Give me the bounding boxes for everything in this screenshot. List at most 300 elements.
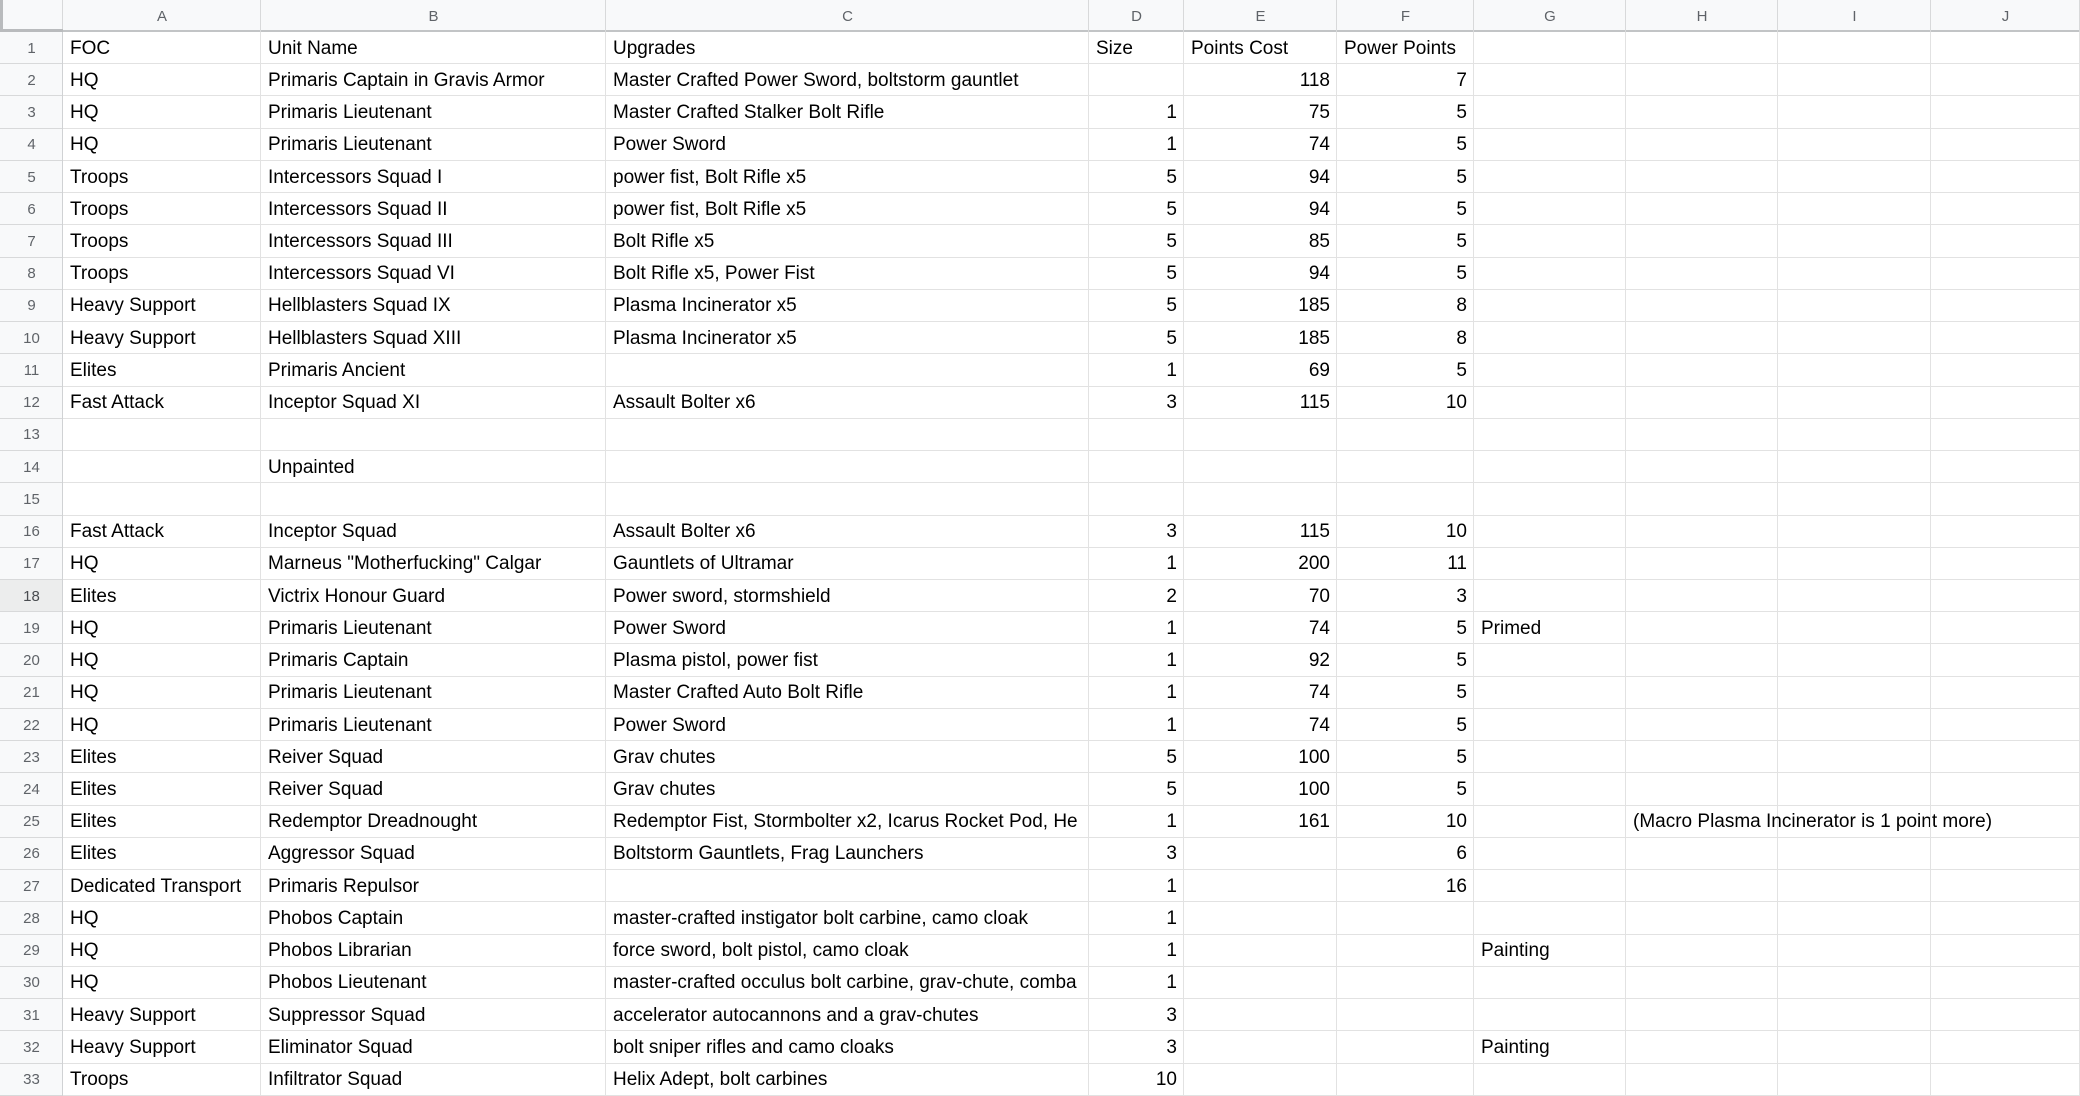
row-header-20[interactable]: 20 xyxy=(0,644,63,676)
cell-F25[interactable]: 10 xyxy=(1337,806,1474,838)
cell-I33[interactable] xyxy=(1778,1064,1931,1096)
row-header-33[interactable]: 33 xyxy=(0,1064,63,1096)
cell-H26[interactable] xyxy=(1626,838,1778,870)
cell-I10[interactable] xyxy=(1778,322,1931,354)
cell-A32[interactable]: Heavy Support xyxy=(63,1031,261,1063)
cell-A28[interactable]: HQ xyxy=(63,902,261,934)
cell-E1[interactable]: Points Cost xyxy=(1184,32,1337,64)
cell-E30[interactable] xyxy=(1184,967,1337,999)
cell-F29[interactable] xyxy=(1337,935,1474,967)
row-header-1[interactable]: 1 xyxy=(0,32,63,64)
cell-A11[interactable]: Elites xyxy=(63,354,261,386)
cell-D9[interactable]: 5 xyxy=(1089,290,1184,322)
cell-A18[interactable]: Elites xyxy=(63,580,261,612)
cell-D3[interactable]: 1 xyxy=(1089,96,1184,128)
cell-H10[interactable] xyxy=(1626,322,1778,354)
cell-C13[interactable] xyxy=(606,419,1089,451)
cell-I31[interactable] xyxy=(1778,999,1931,1031)
row-header-19[interactable]: 19 xyxy=(0,612,63,644)
cell-A17[interactable]: HQ xyxy=(63,548,261,580)
cell-J15[interactable] xyxy=(1931,483,2080,515)
cell-G6[interactable] xyxy=(1474,193,1626,225)
cell-E23[interactable]: 100 xyxy=(1184,741,1337,773)
cell-C17[interactable]: Gauntlets of Ultramar xyxy=(606,548,1089,580)
cell-D14[interactable] xyxy=(1089,451,1184,483)
cell-F21[interactable]: 5 xyxy=(1337,677,1474,709)
cell-A26[interactable]: Elites xyxy=(63,838,261,870)
cell-J22[interactable] xyxy=(1931,709,2080,741)
cell-F10[interactable]: 8 xyxy=(1337,322,1474,354)
cell-C19[interactable]: Power Sword xyxy=(606,612,1089,644)
cell-H3[interactable] xyxy=(1626,96,1778,128)
cell-E32[interactable] xyxy=(1184,1031,1337,1063)
cell-A12[interactable]: Fast Attack xyxy=(63,387,261,419)
cell-D21[interactable]: 1 xyxy=(1089,677,1184,709)
cell-F15[interactable] xyxy=(1337,483,1474,515)
cell-C20[interactable]: Plasma pistol, power fist xyxy=(606,644,1089,676)
cell-D1[interactable]: Size xyxy=(1089,32,1184,64)
row-header-6[interactable]: 6 xyxy=(0,193,63,225)
cell-I28[interactable] xyxy=(1778,902,1931,934)
cell-J9[interactable] xyxy=(1931,290,2080,322)
cell-B24[interactable]: Reiver Squad xyxy=(261,773,606,805)
cell-B6[interactable]: Intercessors Squad II xyxy=(261,193,606,225)
cell-C3[interactable]: Master Crafted Stalker Bolt Rifle xyxy=(606,96,1089,128)
column-header-B[interactable]: B xyxy=(261,0,606,32)
cell-B16[interactable]: Inceptor Squad xyxy=(261,516,606,548)
cell-C31[interactable]: accelerator autocannons and a grav-chutes xyxy=(606,999,1089,1031)
cell-H30[interactable] xyxy=(1626,967,1778,999)
column-header-A[interactable]: A xyxy=(63,0,261,32)
cell-H28[interactable] xyxy=(1626,902,1778,934)
cell-C28[interactable]: master-crafted instigator bolt carbine, camo cloak xyxy=(606,902,1089,934)
cell-A6[interactable]: Troops xyxy=(63,193,261,225)
cell-G11[interactable] xyxy=(1474,354,1626,386)
cell-E24[interactable]: 100 xyxy=(1184,773,1337,805)
cell-I8[interactable] xyxy=(1778,258,1931,290)
cell-E14[interactable] xyxy=(1184,451,1337,483)
cell-C4[interactable]: Power Sword xyxy=(606,129,1089,161)
cell-C21[interactable]: Master Crafted Auto Bolt Rifle xyxy=(606,677,1089,709)
cell-I12[interactable] xyxy=(1778,387,1931,419)
cell-H2[interactable] xyxy=(1626,64,1778,96)
cell-H17[interactable] xyxy=(1626,548,1778,580)
cell-B10[interactable]: Hellblasters Squad XIII xyxy=(261,322,606,354)
cell-F2[interactable]: 7 xyxy=(1337,64,1474,96)
cell-H8[interactable] xyxy=(1626,258,1778,290)
cell-E33[interactable] xyxy=(1184,1064,1337,1096)
cell-G14[interactable] xyxy=(1474,451,1626,483)
cell-A30[interactable]: HQ xyxy=(63,967,261,999)
cell-I2[interactable] xyxy=(1778,64,1931,96)
cell-G32[interactable]: Painting xyxy=(1474,1031,1626,1063)
cell-F14[interactable] xyxy=(1337,451,1474,483)
cell-B30[interactable]: Phobos Lieutenant xyxy=(261,967,606,999)
cell-H27[interactable] xyxy=(1626,870,1778,902)
cell-J33[interactable] xyxy=(1931,1064,2080,1096)
row-header-32[interactable]: 32 xyxy=(0,1031,63,1063)
cell-G16[interactable] xyxy=(1474,516,1626,548)
cell-C30[interactable]: master-crafted occulus bolt carbine, grav-chute, comba xyxy=(606,967,1089,999)
cell-C23[interactable]: Grav chutes xyxy=(606,741,1089,773)
cell-G8[interactable] xyxy=(1474,258,1626,290)
column-header-D[interactable]: D xyxy=(1089,0,1184,32)
cell-F8[interactable]: 5 xyxy=(1337,258,1474,290)
cell-G21[interactable] xyxy=(1474,677,1626,709)
cell-E31[interactable] xyxy=(1184,999,1337,1031)
cell-D19[interactable]: 1 xyxy=(1089,612,1184,644)
select-all-corner[interactable] xyxy=(0,0,63,32)
cell-B17[interactable]: Marneus "Motherfucking" Calgar xyxy=(261,548,606,580)
row-header-4[interactable]: 4 xyxy=(0,129,63,161)
cell-D2[interactable] xyxy=(1089,64,1184,96)
cell-B12[interactable]: Inceptor Squad XI xyxy=(261,387,606,419)
cell-E2[interactable]: 118 xyxy=(1184,64,1337,96)
cell-F20[interactable]: 5 xyxy=(1337,644,1474,676)
cell-J31[interactable] xyxy=(1931,999,2080,1031)
cell-I7[interactable] xyxy=(1778,225,1931,257)
cell-F7[interactable]: 5 xyxy=(1337,225,1474,257)
cell-E10[interactable]: 185 xyxy=(1184,322,1337,354)
cell-G26[interactable] xyxy=(1474,838,1626,870)
cell-B28[interactable]: Phobos Captain xyxy=(261,902,606,934)
cell-F26[interactable]: 6 xyxy=(1337,838,1474,870)
cell-F5[interactable]: 5 xyxy=(1337,161,1474,193)
cell-F13[interactable] xyxy=(1337,419,1474,451)
cell-C26[interactable]: Boltstorm Gauntlets, Frag Launchers xyxy=(606,838,1089,870)
cell-I3[interactable] xyxy=(1778,96,1931,128)
cell-H19[interactable] xyxy=(1626,612,1778,644)
cell-D4[interactable]: 1 xyxy=(1089,129,1184,161)
cell-D18[interactable]: 2 xyxy=(1089,580,1184,612)
cell-F24[interactable]: 5 xyxy=(1337,773,1474,805)
cell-B13[interactable] xyxy=(261,419,606,451)
cell-F4[interactable]: 5 xyxy=(1337,129,1474,161)
row-header-14[interactable]: 14 xyxy=(0,451,63,483)
cell-A25[interactable]: Elites xyxy=(63,806,261,838)
cell-H33[interactable] xyxy=(1626,1064,1778,1096)
cell-G19[interactable]: Primed xyxy=(1474,612,1626,644)
cell-D16[interactable]: 3 xyxy=(1089,516,1184,548)
cell-D23[interactable]: 5 xyxy=(1089,741,1184,773)
cell-G2[interactable] xyxy=(1474,64,1626,96)
cell-C7[interactable]: Bolt Rifle x5 xyxy=(606,225,1089,257)
cell-B26[interactable]: Aggressor Squad xyxy=(261,838,606,870)
cell-C24[interactable]: Grav chutes xyxy=(606,773,1089,805)
cell-D24[interactable]: 5 xyxy=(1089,773,1184,805)
cell-F22[interactable]: 5 xyxy=(1337,709,1474,741)
cell-F16[interactable]: 10 xyxy=(1337,516,1474,548)
cell-H31[interactable] xyxy=(1626,999,1778,1031)
cell-J25[interactable] xyxy=(1931,806,2080,838)
cell-A29[interactable]: HQ xyxy=(63,935,261,967)
cell-J29[interactable] xyxy=(1931,935,2080,967)
cell-I1[interactable] xyxy=(1778,32,1931,64)
cell-C16[interactable]: Assault Bolter x6 xyxy=(606,516,1089,548)
cell-E20[interactable]: 92 xyxy=(1184,644,1337,676)
cell-G10[interactable] xyxy=(1474,322,1626,354)
cell-E3[interactable]: 75 xyxy=(1184,96,1337,128)
cell-I20[interactable] xyxy=(1778,644,1931,676)
row-header-23[interactable]: 23 xyxy=(0,741,63,773)
cell-D15[interactable] xyxy=(1089,483,1184,515)
cell-G9[interactable] xyxy=(1474,290,1626,322)
row-header-18[interactable]: 18 xyxy=(0,580,63,612)
cell-J28[interactable] xyxy=(1931,902,2080,934)
cell-E7[interactable]: 85 xyxy=(1184,225,1337,257)
cell-E13[interactable] xyxy=(1184,419,1337,451)
cell-A2[interactable]: HQ xyxy=(63,64,261,96)
cell-E28[interactable] xyxy=(1184,902,1337,934)
cell-H12[interactable] xyxy=(1626,387,1778,419)
cell-B33[interactable]: Infiltrator Squad xyxy=(261,1064,606,1096)
cell-C1[interactable]: Upgrades xyxy=(606,32,1089,64)
row-header-9[interactable]: 9 xyxy=(0,290,63,322)
cell-E4[interactable]: 74 xyxy=(1184,129,1337,161)
cell-B2[interactable]: Primaris Captain in Gravis Armor xyxy=(261,64,606,96)
cell-D8[interactable]: 5 xyxy=(1089,258,1184,290)
cell-E5[interactable]: 94 xyxy=(1184,161,1337,193)
cell-J19[interactable] xyxy=(1931,612,2080,644)
cell-F30[interactable] xyxy=(1337,967,1474,999)
cell-H5[interactable] xyxy=(1626,161,1778,193)
cell-C2[interactable]: Master Crafted Power Sword, boltstorm gauntlet xyxy=(606,64,1089,96)
cell-I5[interactable] xyxy=(1778,161,1931,193)
cell-I26[interactable] xyxy=(1778,838,1931,870)
cell-A1[interactable]: FOC xyxy=(63,32,261,64)
cell-D26[interactable]: 3 xyxy=(1089,838,1184,870)
row-header-7[interactable]: 7 xyxy=(0,225,63,257)
cell-E22[interactable]: 74 xyxy=(1184,709,1337,741)
cell-J14[interactable] xyxy=(1931,451,2080,483)
column-header-J[interactable]: J xyxy=(1931,0,2080,32)
cell-J13[interactable] xyxy=(1931,419,2080,451)
cell-F11[interactable]: 5 xyxy=(1337,354,1474,386)
cell-C25[interactable]: Redemptor Fist, Stormbolter x2, Icarus Rocket Pod, He xyxy=(606,806,1089,838)
cell-F12[interactable]: 10 xyxy=(1337,387,1474,419)
cell-G15[interactable] xyxy=(1474,483,1626,515)
cell-H25[interactable]: (Macro Plasma Incinerator is 1 point more) xyxy=(1626,806,1778,838)
cell-A7[interactable]: Troops xyxy=(63,225,261,257)
cell-B15[interactable] xyxy=(261,483,606,515)
cell-A31[interactable]: Heavy Support xyxy=(63,999,261,1031)
cell-C29[interactable]: force sword, bolt pistol, camo cloak xyxy=(606,935,1089,967)
cell-A13[interactable] xyxy=(63,419,261,451)
cell-H21[interactable] xyxy=(1626,677,1778,709)
cell-B23[interactable]: Reiver Squad xyxy=(261,741,606,773)
cell-H14[interactable] xyxy=(1626,451,1778,483)
cell-G22[interactable] xyxy=(1474,709,1626,741)
cell-A3[interactable]: HQ xyxy=(63,96,261,128)
cell-F1[interactable]: Power Points xyxy=(1337,32,1474,64)
row-header-12[interactable]: 12 xyxy=(0,387,63,419)
cell-C6[interactable]: power fist, Bolt Rifle x5 xyxy=(606,193,1089,225)
row-header-15[interactable]: 15 xyxy=(0,483,63,515)
cell-G18[interactable] xyxy=(1474,580,1626,612)
cell-I16[interactable] xyxy=(1778,516,1931,548)
cell-E27[interactable] xyxy=(1184,870,1337,902)
cell-H18[interactable] xyxy=(1626,580,1778,612)
cell-D30[interactable]: 1 xyxy=(1089,967,1184,999)
cell-B9[interactable]: Hellblasters Squad IX xyxy=(261,290,606,322)
cell-B5[interactable]: Intercessors Squad I xyxy=(261,161,606,193)
cell-B3[interactable]: Primaris Lieutenant xyxy=(261,96,606,128)
cell-J32[interactable] xyxy=(1931,1031,2080,1063)
cell-I22[interactable] xyxy=(1778,709,1931,741)
cell-A15[interactable] xyxy=(63,483,261,515)
cell-J30[interactable] xyxy=(1931,967,2080,999)
cell-G1[interactable] xyxy=(1474,32,1626,64)
row-header-31[interactable]: 31 xyxy=(0,999,63,1031)
cell-J3[interactable] xyxy=(1931,96,2080,128)
cell-D17[interactable]: 1 xyxy=(1089,548,1184,580)
cell-A20[interactable]: HQ xyxy=(63,644,261,676)
cell-A24[interactable]: Elites xyxy=(63,773,261,805)
cell-J23[interactable] xyxy=(1931,741,2080,773)
cell-E16[interactable]: 115 xyxy=(1184,516,1337,548)
cell-I4[interactable] xyxy=(1778,129,1931,161)
cell-B11[interactable]: Primaris Ancient xyxy=(261,354,606,386)
cell-D12[interactable]: 3 xyxy=(1089,387,1184,419)
cell-C27[interactable] xyxy=(606,870,1089,902)
row-header-22[interactable]: 22 xyxy=(0,709,63,741)
cell-I29[interactable] xyxy=(1778,935,1931,967)
cell-G24[interactable] xyxy=(1474,773,1626,805)
cell-H15[interactable] xyxy=(1626,483,1778,515)
column-header-C[interactable]: C xyxy=(606,0,1089,32)
cell-D29[interactable]: 1 xyxy=(1089,935,1184,967)
cell-G12[interactable] xyxy=(1474,387,1626,419)
cell-C22[interactable]: Power Sword xyxy=(606,709,1089,741)
cell-I19[interactable] xyxy=(1778,612,1931,644)
cell-I25[interactable] xyxy=(1778,806,1931,838)
cell-B7[interactable]: Intercessors Squad III xyxy=(261,225,606,257)
cell-H4[interactable] xyxy=(1626,129,1778,161)
cell-E17[interactable]: 200 xyxy=(1184,548,1337,580)
row-header-5[interactable]: 5 xyxy=(0,161,63,193)
cell-E25[interactable]: 161 xyxy=(1184,806,1337,838)
cell-G4[interactable] xyxy=(1474,129,1626,161)
cell-A5[interactable]: Troops xyxy=(63,161,261,193)
cell-J27[interactable] xyxy=(1931,870,2080,902)
cell-B18[interactable]: Victrix Honour Guard xyxy=(261,580,606,612)
row-header-17[interactable]: 17 xyxy=(0,548,63,580)
cell-B21[interactable]: Primaris Lieutenant xyxy=(261,677,606,709)
cell-H29[interactable] xyxy=(1626,935,1778,967)
cell-H23[interactable] xyxy=(1626,741,1778,773)
cell-C9[interactable]: Plasma Incinerator x5 xyxy=(606,290,1089,322)
row-header-28[interactable]: 28 xyxy=(0,902,63,934)
column-header-I[interactable]: I xyxy=(1778,0,1931,32)
cell-G20[interactable] xyxy=(1474,644,1626,676)
cell-I32[interactable] xyxy=(1778,1031,1931,1063)
cell-C18[interactable]: Power sword, stormshield xyxy=(606,580,1089,612)
cell-F27[interactable]: 16 xyxy=(1337,870,1474,902)
cell-E9[interactable]: 185 xyxy=(1184,290,1337,322)
cell-E18[interactable]: 70 xyxy=(1184,580,1337,612)
cell-C11[interactable] xyxy=(606,354,1089,386)
row-header-29[interactable]: 29 xyxy=(0,935,63,967)
cell-J21[interactable] xyxy=(1931,677,2080,709)
cell-B27[interactable]: Primaris Repulsor xyxy=(261,870,606,902)
row-header-3[interactable]: 3 xyxy=(0,96,63,128)
cell-J17[interactable] xyxy=(1931,548,2080,580)
cell-H22[interactable] xyxy=(1626,709,1778,741)
cell-I14[interactable] xyxy=(1778,451,1931,483)
cell-E21[interactable]: 74 xyxy=(1184,677,1337,709)
cell-F9[interactable]: 8 xyxy=(1337,290,1474,322)
cell-D11[interactable]: 1 xyxy=(1089,354,1184,386)
cell-I13[interactable] xyxy=(1778,419,1931,451)
cell-E8[interactable]: 94 xyxy=(1184,258,1337,290)
cell-A8[interactable]: Troops xyxy=(63,258,261,290)
column-header-G[interactable]: G xyxy=(1474,0,1626,32)
cell-C14[interactable] xyxy=(606,451,1089,483)
cell-F33[interactable] xyxy=(1337,1064,1474,1096)
cell-I11[interactable] xyxy=(1778,354,1931,386)
cell-H1[interactable] xyxy=(1626,32,1778,64)
cell-H7[interactable] xyxy=(1626,225,1778,257)
cell-H20[interactable] xyxy=(1626,644,1778,676)
cell-A4[interactable]: HQ xyxy=(63,129,261,161)
cell-J7[interactable] xyxy=(1931,225,2080,257)
cell-B8[interactable]: Intercessors Squad VI xyxy=(261,258,606,290)
cell-J24[interactable] xyxy=(1931,773,2080,805)
cell-H13[interactable] xyxy=(1626,419,1778,451)
cell-B32[interactable]: Eliminator Squad xyxy=(261,1031,606,1063)
cell-F32[interactable] xyxy=(1337,1031,1474,1063)
cell-D7[interactable]: 5 xyxy=(1089,225,1184,257)
cell-G31[interactable] xyxy=(1474,999,1626,1031)
row-header-10[interactable]: 10 xyxy=(0,322,63,354)
cell-A19[interactable]: HQ xyxy=(63,612,261,644)
cell-J4[interactable] xyxy=(1931,129,2080,161)
cell-J6[interactable] xyxy=(1931,193,2080,225)
row-header-8[interactable]: 8 xyxy=(0,258,63,290)
cell-B4[interactable]: Primaris Lieutenant xyxy=(261,129,606,161)
cell-F28[interactable] xyxy=(1337,902,1474,934)
cell-I30[interactable] xyxy=(1778,967,1931,999)
row-header-2[interactable]: 2 xyxy=(0,64,63,96)
cell-E6[interactable]: 94 xyxy=(1184,193,1337,225)
cell-H11[interactable] xyxy=(1626,354,1778,386)
cell-G25[interactable] xyxy=(1474,806,1626,838)
cell-C5[interactable]: power fist, Bolt Rifle x5 xyxy=(606,161,1089,193)
cell-G28[interactable] xyxy=(1474,902,1626,934)
cell-C8[interactable]: Bolt Rifle x5, Power Fist xyxy=(606,258,1089,290)
cell-B22[interactable]: Primaris Lieutenant xyxy=(261,709,606,741)
cell-F6[interactable]: 5 xyxy=(1337,193,1474,225)
cell-I21[interactable] xyxy=(1778,677,1931,709)
cell-D5[interactable]: 5 xyxy=(1089,161,1184,193)
cell-D6[interactable]: 5 xyxy=(1089,193,1184,225)
row-header-21[interactable]: 21 xyxy=(0,677,63,709)
cell-A33[interactable]: Troops xyxy=(63,1064,261,1096)
cell-A21[interactable]: HQ xyxy=(63,677,261,709)
cell-G7[interactable] xyxy=(1474,225,1626,257)
cell-F3[interactable]: 5 xyxy=(1337,96,1474,128)
cell-G23[interactable] xyxy=(1474,741,1626,773)
cell-I27[interactable] xyxy=(1778,870,1931,902)
cell-G27[interactable] xyxy=(1474,870,1626,902)
cell-E12[interactable]: 115 xyxy=(1184,387,1337,419)
cell-C32[interactable]: bolt sniper rifles and camo cloaks xyxy=(606,1031,1089,1063)
cell-G13[interactable] xyxy=(1474,419,1626,451)
cell-J26[interactable] xyxy=(1931,838,2080,870)
cell-B1[interactable]: Unit Name xyxy=(261,32,606,64)
cell-C33[interactable]: Helix Adept, bolt carbines xyxy=(606,1064,1089,1096)
cell-E11[interactable]: 69 xyxy=(1184,354,1337,386)
